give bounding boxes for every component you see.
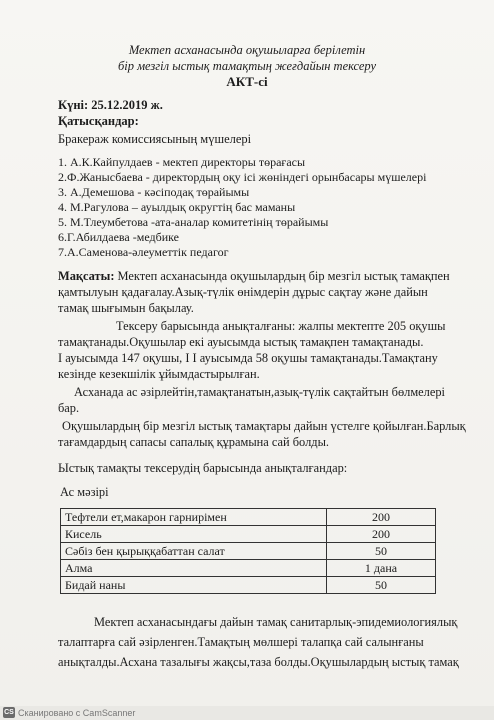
- participants-label: Қатысқандар:: [58, 114, 139, 128]
- table-row: [61, 577, 436, 594]
- purpose-line3: тамақ шығымын бақылау.: [58, 301, 194, 315]
- member-item: 3. А.Демешова - кәсіподақ төрайымы: [58, 185, 250, 199]
- body-p1-line1: Тексеру барысында анықталғаны: жалпы мектепте 205 оқушы: [116, 319, 446, 333]
- menu-item-name: Кисель: [61, 526, 327, 543]
- body-p2-line1: Асханада ас әзірлейтін,тамақтанатын,азық-түлік сақтайтын бөлмелері: [74, 385, 445, 399]
- table-row: [61, 543, 436, 560]
- doc-title-line1: Мектеп асханасында оқушыларға берілетін: [128, 43, 366, 57]
- scanner-watermark: Сканировано с CamScanner: [18, 708, 136, 718]
- closing-line1: Мектеп асханасындағы дайын тамақ санитарлық-эпидемиологиялық: [94, 615, 458, 629]
- body-p1-line2: тамақтанады.Оқушылар екі ауысымда ыстық тамақпен тамақтанады.: [58, 335, 424, 349]
- findings-label: Ыстық тамақты тексерудің барысында анықталғандар:: [58, 461, 348, 475]
- menu-item-value: 1 дана: [327, 560, 436, 577]
- menu-item-value: 50: [327, 543, 436, 560]
- menu-item-name: Алма: [61, 560, 327, 577]
- body-p1-line4: кезінде кезекшілік ұйымдастырылған.: [58, 367, 260, 381]
- purpose-line2: қамтылуын қадағалау.Азық-түлік өнімдерін дұрыс сақтау және дайын: [58, 285, 428, 299]
- camscanner-logo-icon: CS: [4, 709, 14, 716]
- scanner-footer: [0, 706, 494, 720]
- member-item: 5. М.Тлеумбетова -ата-аналар комитетінің төрайымы: [58, 215, 329, 229]
- menu-table: [60, 508, 436, 594]
- table-row: [61, 560, 436, 577]
- doc-title-line2: бір мезгіл ыстық тамақтың жеғдайын тексеру: [117, 59, 377, 73]
- commission-label: Бракераж комиссиясының мүшелері: [58, 132, 252, 146]
- member-item: 2.Ф.Жанысбаева - директордың оқу ісі жөніндегі орынбасары мүшелері: [58, 170, 427, 184]
- menu-item-value: 50: [327, 577, 436, 594]
- doc-title-act: АКТ-сі: [226, 74, 268, 89]
- menu-item-value: 200: [327, 526, 436, 543]
- closing-line3: анықталды.Асхана тазалығы жақсы,таза болды.Оқушылардың ыстық тамақ: [58, 655, 459, 669]
- menu-label: Ас мәзірі: [60, 485, 109, 499]
- member-item: 1. А.К.Кайпулдаев - мектеп директоры төрағасы: [58, 155, 306, 169]
- purpose-text: Мектеп асханасында оқушылардың бір мезгіл ыстық тамақпен: [114, 269, 450, 283]
- menu-item-name: Сәбіз бен қырыққабаттан салат: [61, 543, 327, 560]
- body-p3-line2: тағамдардың сапасы сапалық құрамына сай болды.: [58, 435, 330, 449]
- menu-item-name: Бидай наны: [61, 577, 327, 594]
- purpose-line1: [58, 268, 450, 284]
- member-item: 4. М.Рагулова – ауылдық округтің бас маманы: [58, 200, 296, 214]
- menu-item-value: 200: [327, 509, 436, 526]
- table-row: [61, 509, 436, 526]
- body-p1-line3: I ауысымда 147 оқушы, I I ауысымда 58 оқушы тамақтанады.Тамақтану: [58, 351, 438, 365]
- member-item: 6.Г.Абилдаева -медбике: [58, 230, 179, 244]
- member-item: 7.А.Саменова-әлеуметтік педагог: [58, 245, 229, 259]
- body-p2-line2: бар.: [58, 401, 80, 415]
- date-line: Күні: 25.12.2019 ж.: [58, 98, 163, 112]
- menu-item-name: Тефтели ет,макарон гарнирімен: [61, 509, 327, 526]
- closing-line2: талаптарға сай әзірленген.Тамақтың мөлшері талапқа сай салынғаны: [58, 635, 424, 649]
- body-p3-line1: Оқушылардың бір мезгіл ыстық тамақтары дайын үстелге қойылған.Барлық: [62, 419, 466, 433]
- table-row: [61, 526, 436, 543]
- purpose-label: Мақсаты:: [58, 269, 115, 283]
